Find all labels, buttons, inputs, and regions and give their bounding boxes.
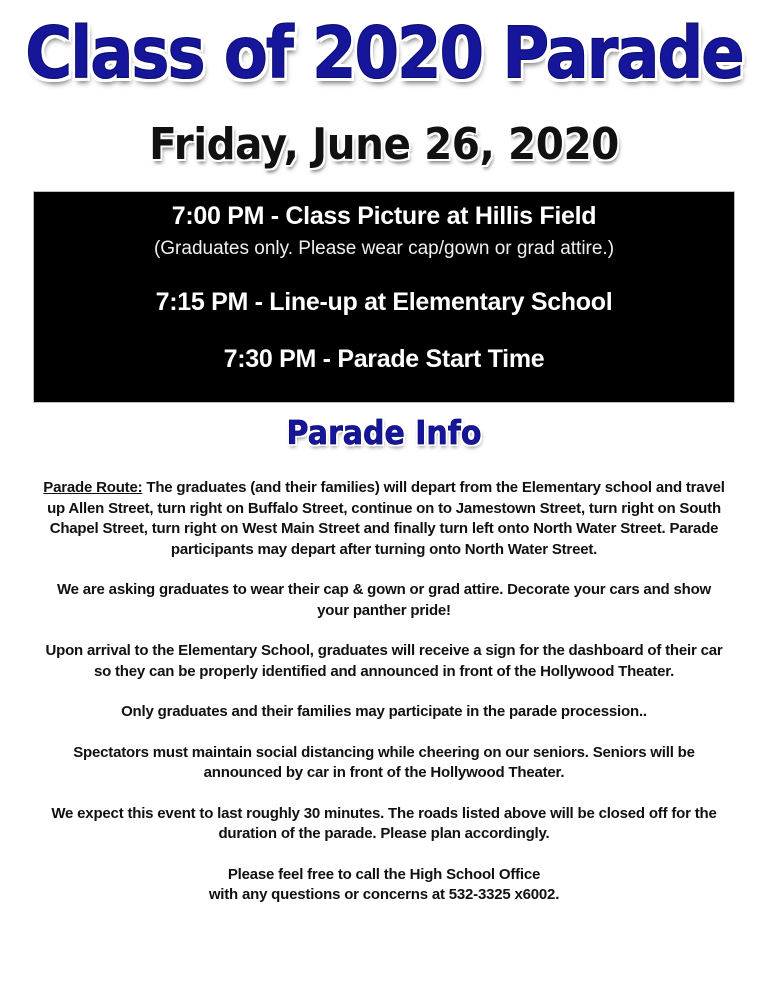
paragraph-participants: Only graduates and their families may participate in the parade procession.. bbox=[121, 703, 647, 720]
paragraph-duration: We expect this event to last roughly 30 minutes. The roads listed above will be closed off for the duration of the parade. Please plan accordingly. bbox=[51, 804, 717, 842]
parade-route-label: Parade Route: bbox=[43, 479, 143, 496]
paragraph-dashboard-sign: Upon arrival to the Elementary School, graduates will receive a sign for the dashboard of their car so they can be properly identified and announced in front of the Hollywood Theater. bbox=[45, 642, 723, 680]
schedule-item-class-picture: 7:00 PM - Class Picture at Hillis Field bbox=[171, 202, 597, 230]
paragraph-attire: We are asking graduates to wear their cap & gown or grad attire. Decorate your cars and show your panther pride! bbox=[56, 581, 711, 619]
schedule-item-parade-start: 7:30 PM - Parade Start Time bbox=[223, 345, 545, 373]
schedule-box bbox=[34, 192, 734, 402]
page-title: Class of 2020 Parade bbox=[25, 12, 743, 96]
contact-line-2: with any questions or concerns at 532-3325 x6002. bbox=[208, 886, 560, 903]
paragraph-contact bbox=[40, 865, 728, 906]
info-body bbox=[40, 478, 728, 926]
section-heading-parade-info: Parade Info bbox=[286, 414, 482, 453]
contact-line-1: Please feel free to call the High School Office bbox=[227, 865, 541, 883]
paragraph-parade-route bbox=[40, 478, 728, 560]
paragraph-spectators: Spectators must maintain social distancing while cheering on our seniors. Seniors will be announced by car in front of the Hollywood Theater. bbox=[73, 743, 695, 781]
schedule-item-class-picture-note: (Graduates only. Please wear cap/gown or grad attire.) bbox=[153, 238, 615, 259]
parade-route-text: The graduates (and their families) will depart from the Elementary school and travel up Allen Street, turn right on Buffalo Street, continue on to Jamestown Street, turn right on South Chapel Street, turn right on West Main Street and finally turn left onto North Water Street. Parade participants may depart after turning onto North Water Street. bbox=[47, 479, 725, 558]
event-date: Friday, June 26, 2020 bbox=[149, 119, 619, 170]
schedule-item-line-up: 7:15 PM - Line-up at Elementary School bbox=[155, 288, 613, 316]
